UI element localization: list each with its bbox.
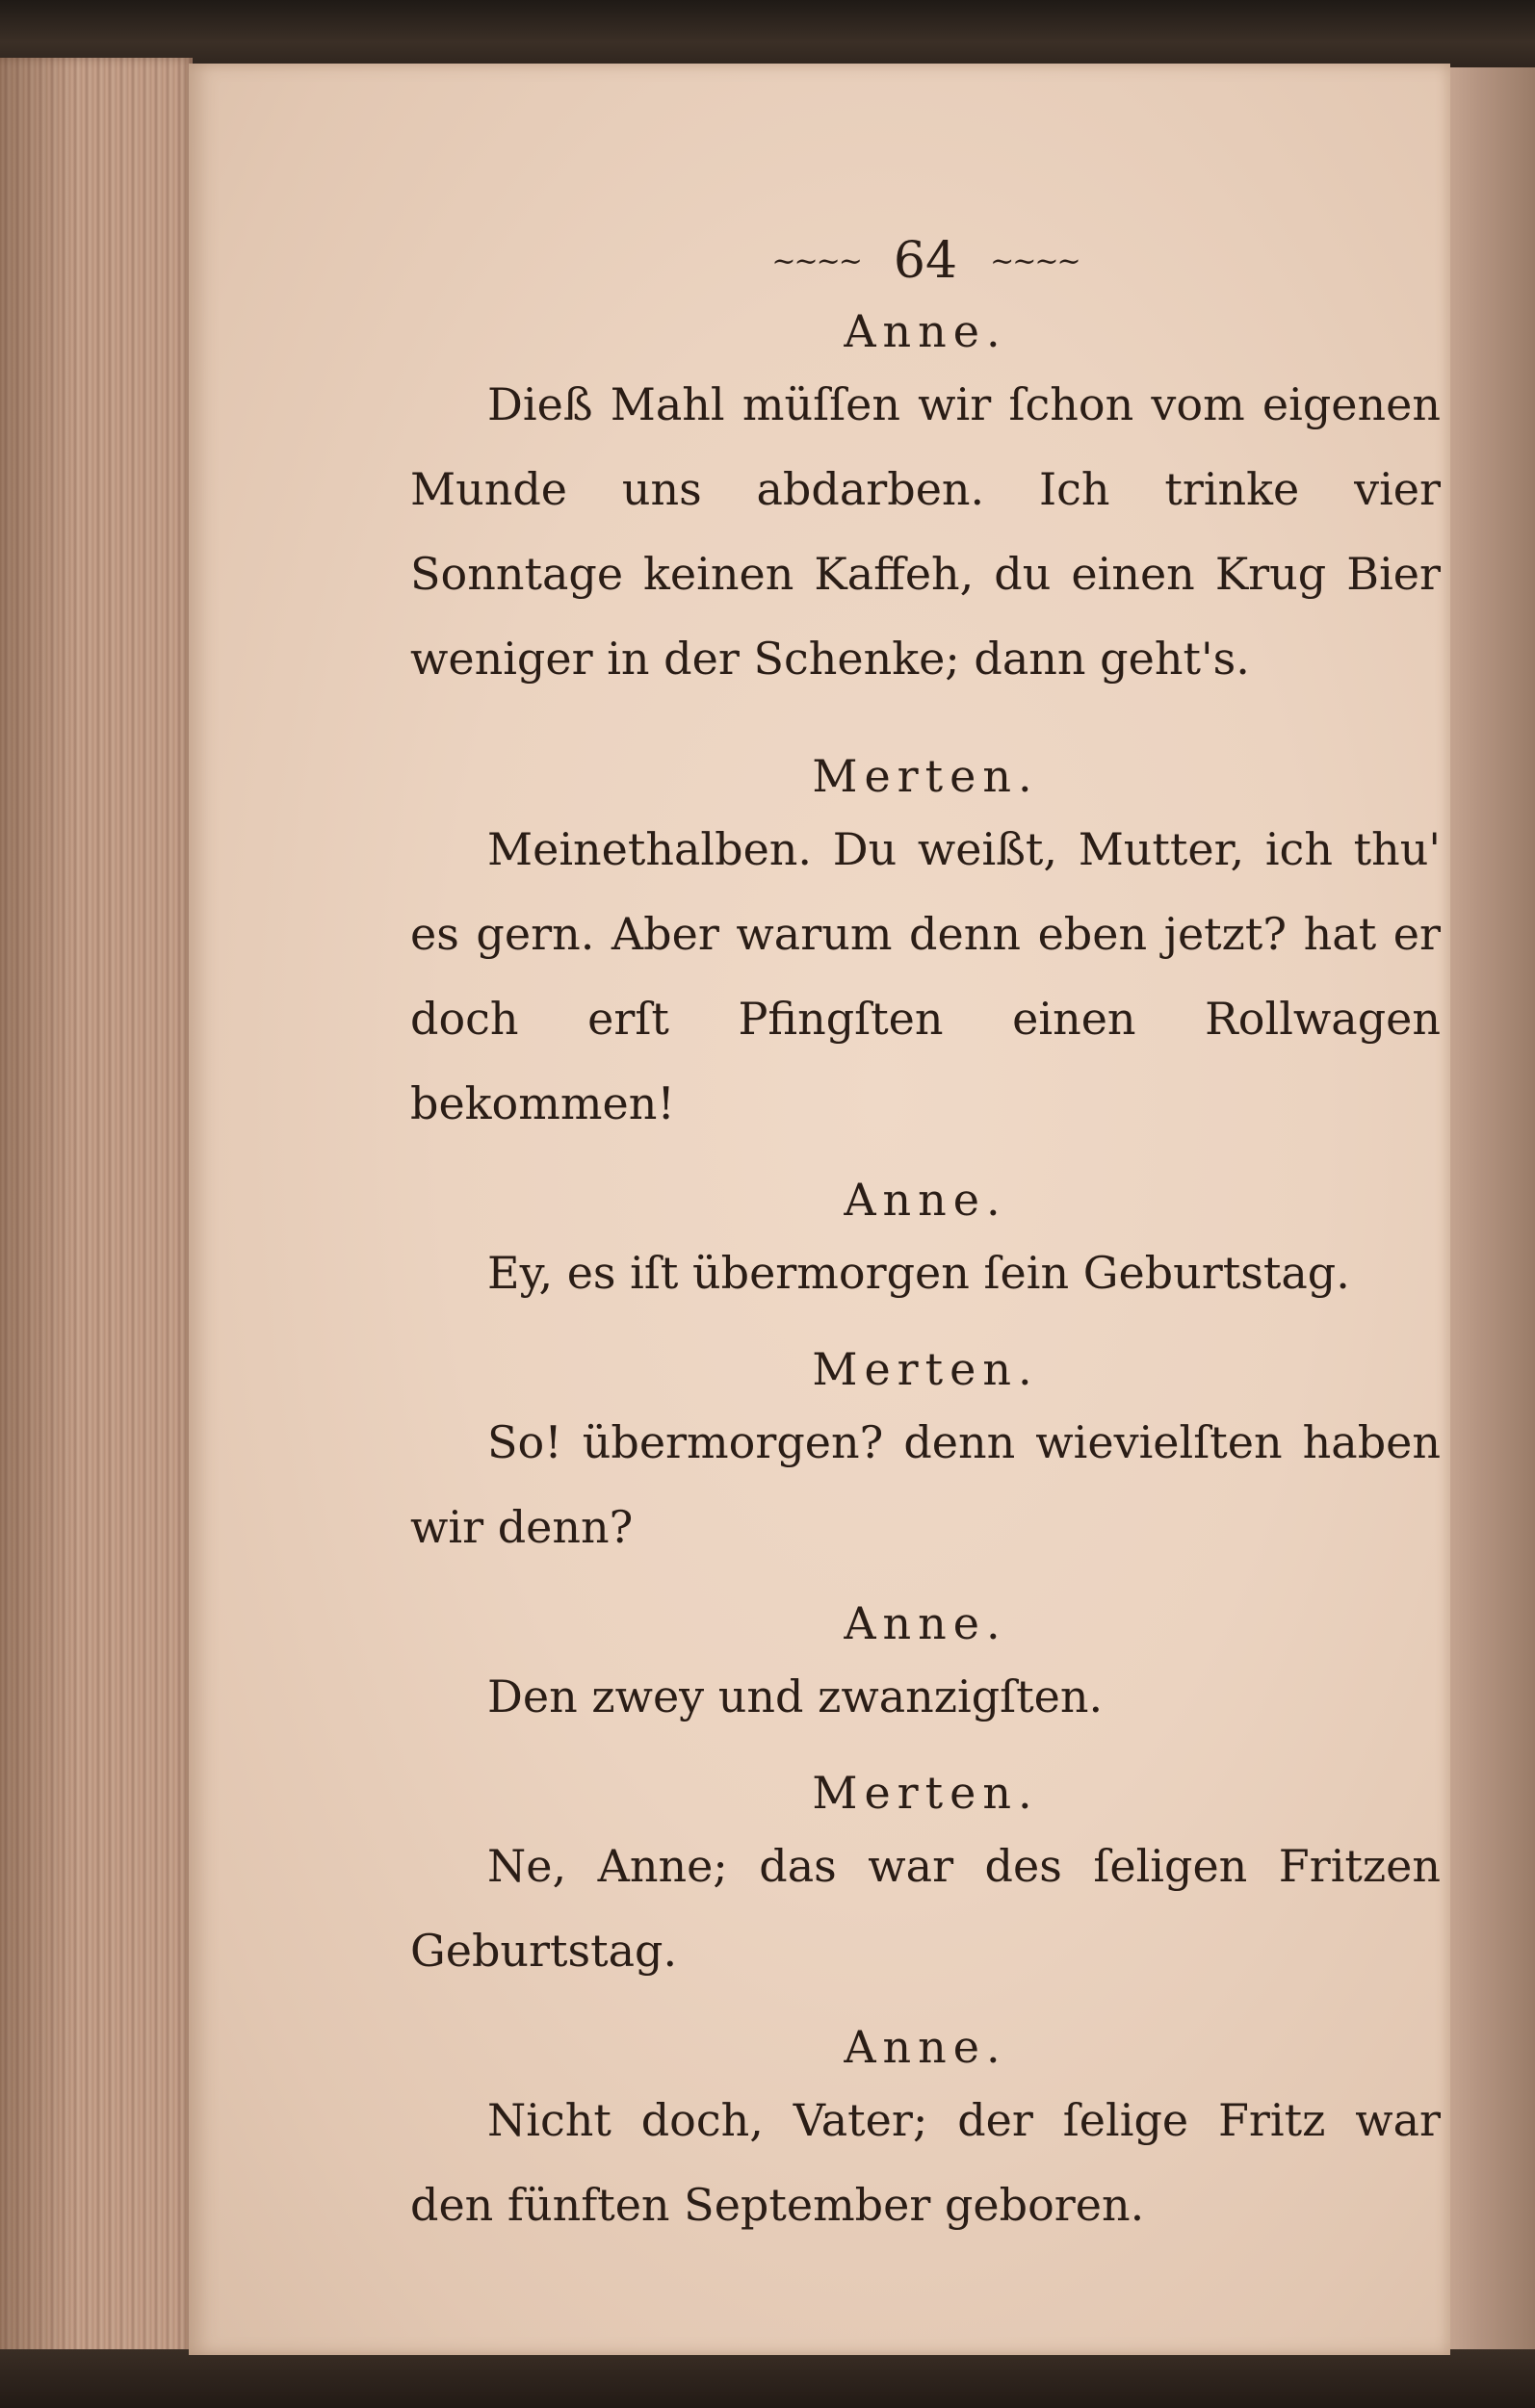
speaker-name: Anne. — [844, 2021, 1007, 2073]
speech-text: Ey, es iſt übermorgen ſein Geburtstag. — [487, 1247, 1350, 1299]
header-ornament-right: ~~~~ — [990, 244, 1080, 278]
speaker-name: Anne. — [844, 305, 1007, 357]
page-text — [410, 227, 1441, 2247]
speech-text: Den zwey und zwanzigſten. — [487, 1670, 1104, 1722]
speech-text: Ne, Anne; das war des ſeligen Fritzen Geburtstag. — [410, 1840, 1441, 1977]
dialogue-block — [410, 300, 1441, 701]
page-header — [410, 227, 1441, 295]
dialogue-block — [410, 1592, 1441, 1739]
facing-page-edge — [1444, 67, 1535, 2359]
page-number: 64 — [893, 232, 958, 290]
speaker-name: Anne. — [844, 1597, 1007, 1649]
speaker-name: Merten. — [812, 750, 1039, 802]
speech-text: Nicht doch, Vater; der ſelige Fritz war den fünften September geboren. — [410, 2094, 1441, 2231]
dialogue-block — [410, 1338, 1441, 1569]
header-ornament-left: ~~~~ — [771, 244, 861, 278]
dialogue-block — [410, 1169, 1441, 1315]
book-page — [189, 64, 1450, 2355]
dialogue-block — [410, 745, 1441, 1146]
dialogue-block — [410, 1762, 1441, 1993]
speech-text: Meinethalben. Du weißt, Mutter, ich thu' es gern. Aber warum denn eben jetzt? hat er doch erſt Pfingſten einen Rollwagen bekommen! — [410, 823, 1441, 1129]
book-binding-bottom — [0, 2349, 1535, 2408]
speaker-name: Merten. — [812, 1343, 1039, 1395]
speech-text: So! übermorgen? denn wievielſten haben wir denn? — [410, 1416, 1441, 1553]
dialogue-block — [410, 2016, 1441, 2247]
speech-text: Dieß Mahl müſſen wir ſchon vom eigenen Munde uns abdarben. Ich trinke vier Sonntage keinen Kaffeh, du einen Krug Bier weniger in der Schenke; dann geht's. — [410, 378, 1441, 685]
speaker-name: Anne. — [844, 1174, 1007, 1226]
speaker-name: Merten. — [812, 1767, 1039, 1819]
page-stack-shadow — [0, 58, 77, 2359]
